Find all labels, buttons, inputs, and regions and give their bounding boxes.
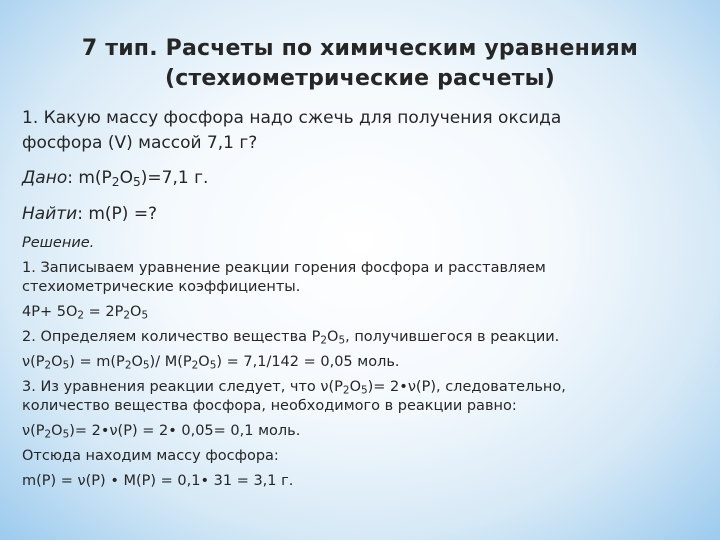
step2-line: [22, 328, 712, 347]
subscript: 5: [132, 175, 141, 190]
title-line-2: (стехиометрические расчеты): [164, 66, 556, 91]
step1-line-2: стехиометрические коэффициенты.: [22, 279, 301, 295]
subscript: 2: [124, 359, 132, 372]
step3-line-1: [22, 378, 712, 397]
given-line: [22, 166, 208, 191]
calc-text: )/ M(P: [149, 354, 192, 370]
given-text: O: [119, 168, 133, 188]
solution-block: [22, 234, 712, 491]
reaction-equation: [22, 303, 712, 322]
calc-text: O: [198, 354, 210, 370]
subscript: 2: [320, 334, 328, 347]
step2-text: O: [327, 329, 339, 345]
problem-question: [22, 106, 702, 156]
calc-text: O: [131, 354, 143, 370]
solution-heading: [22, 234, 712, 253]
title-line-1: 7 тип. Расчеты по химическим уравнениям: [81, 36, 639, 61]
equation-text: O: [130, 304, 142, 320]
find-label: Найти: [22, 204, 78, 224]
calc-text: O: [51, 354, 63, 370]
question-line-2: фосфора (V) массой 7,1 г?: [22, 133, 258, 153]
step3-calculation: [22, 422, 712, 441]
given-text: )=7,1 г.: [140, 168, 209, 188]
subscript: 5: [141, 309, 149, 322]
subscript: 5: [62, 428, 70, 441]
calc-text: ) = 7,1/142 = 0,05 моль.: [216, 354, 400, 370]
slide-title: [0, 34, 720, 94]
final-answer: m(P) = ν(P) • M(P) = 0,1• 31 = 3,1 г.: [22, 473, 294, 489]
subscript: 2: [44, 428, 52, 441]
step3-text: O: [349, 379, 361, 395]
subscript: 5: [142, 359, 150, 372]
step3-text: )= 2•ν(P), следовательно,: [367, 379, 566, 395]
subscript: 2: [191, 359, 199, 372]
subscript: 2: [123, 309, 131, 322]
step3-text: 3. Из уравнения реакции следует, что ν(P: [22, 379, 343, 395]
solution-heading-text: Решение.: [22, 235, 95, 251]
calc-text: )= 2•ν(P) = 2• 0,05= 0,1 моль.: [69, 423, 301, 439]
step3-line-2: количество вещества фосфора, необходимого в реакции равно:: [22, 398, 517, 414]
subscript: 2: [44, 359, 52, 372]
calc-text: ν(P: [22, 354, 45, 370]
step2-text: , получившегося в реакции.: [345, 329, 560, 345]
equation-text: 4P+ 5O: [22, 304, 78, 320]
calc-text: ) = m(P: [69, 354, 125, 370]
subscript: 5: [338, 334, 346, 347]
subscript: 2: [77, 309, 85, 322]
subscript: 5: [62, 359, 70, 372]
find-text: : m(P) =?: [77, 204, 158, 224]
step2-text: 2. Определяем количество вещества P: [22, 329, 321, 345]
hence-line: Отсюда находим массу фосфора:: [22, 448, 279, 464]
step1-line-1: 1. Записываем уравнение реакции горения фосфора и расставляем: [22, 260, 546, 276]
subscript: 2: [342, 384, 350, 397]
equation-text: = 2P: [84, 304, 124, 320]
find-line: [22, 202, 157, 227]
given-text: : m(P: [67, 168, 112, 188]
subscript: 5: [209, 359, 217, 372]
subscript: 2: [111, 175, 120, 190]
given-label: Дано: [22, 168, 68, 188]
question-line-1: 1. Какую массу фосфора надо сжечь для получения оксида: [22, 108, 562, 128]
subscript: 5: [360, 384, 368, 397]
calc-text: O: [51, 423, 63, 439]
step2-calculation: [22, 353, 712, 372]
calc-text: ν(P: [22, 423, 45, 439]
